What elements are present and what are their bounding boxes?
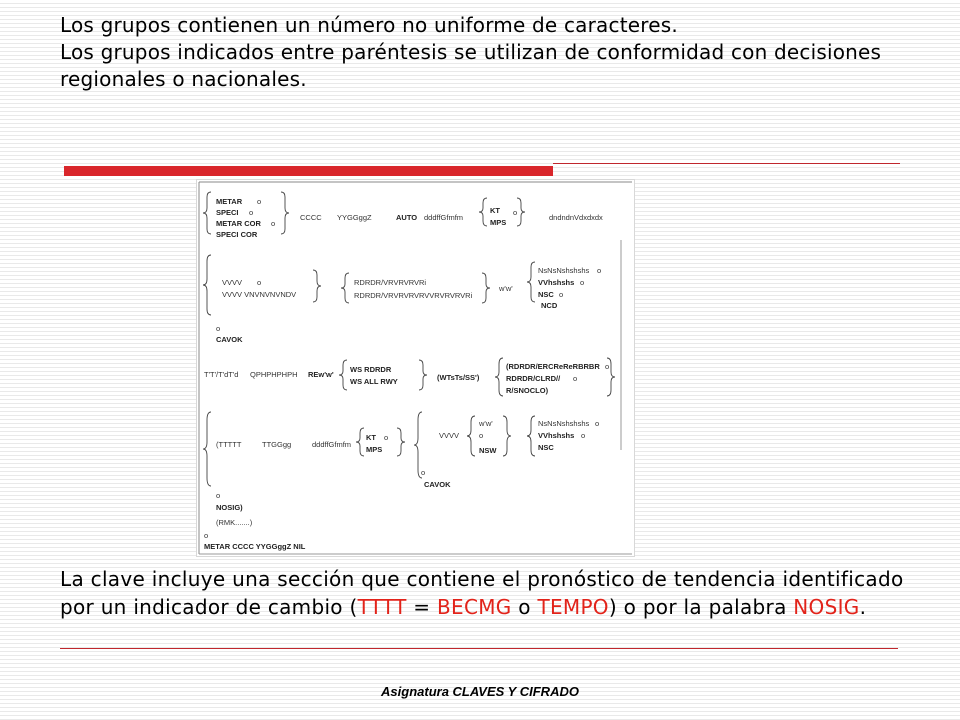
- divider-line-bottom: [60, 648, 898, 649]
- r2-circle: o: [580, 278, 585, 287]
- brace-r1-right: [281, 192, 289, 234]
- equals-text: =: [406, 594, 437, 619]
- brace-r4-ww-right: [503, 416, 511, 456]
- r2-rvr-1: RDRDR/VRVRVRVRi: [354, 278, 427, 287]
- r4-vvvv: VVVV: [439, 431, 460, 440]
- bottom-text-2: ) o por la palabra: [608, 594, 794, 619]
- r6-circle: o: [204, 531, 209, 540]
- brace-r4-ww-left: [467, 416, 475, 456]
- tempo-term: TEMPO: [537, 594, 609, 619]
- r2-rvr-2: RDRDR/VRVRVRVRVVRVRVRVRi: [354, 291, 473, 300]
- r4-circle: o: [581, 431, 586, 440]
- r1-direction: dndndnVdxdxdx: [549, 213, 603, 222]
- brace-r2-rvr-right: [482, 273, 490, 303]
- r4-circle: o: [384, 433, 389, 442]
- r1-circle: o: [257, 197, 262, 206]
- intro-line-1: Los grupos contienen un número no uniforme de caracteres.: [60, 13, 678, 37]
- r1-mps: MPS: [490, 218, 507, 227]
- r1-speci: SPECI: [216, 208, 239, 217]
- r1-metar-cor: METAR COR: [216, 219, 261, 228]
- or-text: o: [511, 594, 538, 619]
- r2-cloud-2: VVhshshs: [538, 278, 575, 287]
- brace-r1-kt-left: [479, 198, 487, 226]
- r3-circle: o: [605, 362, 610, 371]
- bottom-text-3: .: [859, 594, 867, 619]
- red-accent-bar: [64, 166, 553, 176]
- brace-r3-runway-left: [495, 358, 503, 396]
- nosig-term: NOSIG: [793, 594, 860, 619]
- r2-cavok: CAVOK: [216, 335, 243, 344]
- brace-r2-left: [203, 255, 211, 315]
- r5-nosig: NOSIG): [216, 503, 243, 512]
- r3-circle: o: [573, 374, 578, 383]
- r4-mps: MPS: [366, 445, 383, 454]
- r1-circle: o: [249, 208, 254, 217]
- r3-runway-3: R/SNOCLO): [506, 386, 549, 395]
- brace-r1-left: [203, 192, 211, 234]
- r2-weather: w'w': [499, 284, 513, 293]
- r3-temperature: T'T'/T'dT'd: [204, 370, 239, 379]
- r3-sea: (WTsTs/SS'): [437, 373, 480, 382]
- r1-wind: dddffGfmfm: [424, 213, 464, 222]
- r1-kt: KT: [490, 206, 500, 215]
- r2-circle: o: [216, 324, 221, 333]
- r1-cccc: CCCC: [300, 213, 322, 222]
- r2-vvvv-directional: VVVV VNVNVNVNDV: [222, 290, 297, 299]
- r4-kt: KT: [366, 433, 376, 442]
- r4-nsw: NSW: [479, 446, 497, 455]
- r3-runway-2: RDRDR/CLRD//: [506, 374, 561, 383]
- r4-ttgg: TTGGgg: [262, 440, 292, 449]
- brace-r4-kt-right: [397, 428, 405, 456]
- brace-r4-cloud-left: [527, 416, 535, 456]
- bottom-paragraph: [60, 566, 910, 621]
- r4-circle: o: [595, 419, 600, 428]
- code-form-image: [196, 179, 635, 557]
- r3-pressure: QPHPHPHPH: [250, 370, 298, 379]
- intro-line-2: Los grupos indicados entre paréntesis se utilizan de conformidad con decisiones regionales o nacionales.: [60, 40, 882, 91]
- r4-wind: dddffGfmfm: [312, 440, 352, 449]
- divider-line-top: [553, 163, 900, 164]
- brace-r2-rvr-left: [341, 273, 349, 303]
- brace-r1-kt-right: [517, 198, 525, 226]
- r3-wind-shear-2: WS ALL RWY: [350, 377, 398, 386]
- r1-circle: o: [513, 208, 518, 217]
- r1-auto: AUTO: [396, 213, 418, 222]
- r2-circle: o: [597, 266, 602, 275]
- r3-wind-shear-1: WS RDRDR: [350, 365, 392, 374]
- r1-circle: o: [271, 219, 276, 228]
- brace-r2-cloud-left: [527, 262, 535, 302]
- brace-r4-kt-left: [356, 428, 364, 456]
- r1-speci-cor: SPECI COR: [216, 230, 258, 239]
- r4-nsc: NSC: [538, 443, 554, 452]
- r4-cavok: CAVOK: [424, 480, 451, 489]
- r2-circle: o: [559, 290, 564, 299]
- r4-cloud-1: NsNsNshshshs: [538, 419, 590, 428]
- brace-r3-ws-left: [339, 360, 347, 390]
- r3-runway-1: (RDRDR/ERCReReRBRBR: [506, 362, 600, 371]
- r2-ncd: NCD: [541, 301, 558, 310]
- footer-course-title: Asignatura CLAVES Y CIFRADO: [381, 684, 579, 699]
- r2-circle: o: [257, 278, 262, 287]
- intro-text: [60, 12, 910, 93]
- r5-rmk: (RMK.......): [216, 518, 253, 527]
- r2-vvvv: VVVV: [222, 278, 243, 287]
- becmg-term: BECMG: [437, 594, 512, 619]
- bottom-text-1: La clave incluye una sección que contiene el pronóstico de tendencia identificado por un indicador de cambio (: [60, 567, 904, 619]
- r1-metar: METAR: [216, 197, 243, 206]
- r3-recent-weather: REw'w': [308, 370, 334, 379]
- r4-weather: w'w': [479, 419, 493, 428]
- tttt-term: TTTT: [357, 594, 407, 619]
- code-form-figure: [197, 180, 634, 556]
- r6-metar-nil: METAR CCCC YYGGggZ NIL: [204, 542, 306, 551]
- r4-cloud-2: VVhshshs: [538, 431, 575, 440]
- r4-circle: o: [479, 431, 484, 440]
- r2-cloud-1: NsNsNshshshs: [538, 266, 590, 275]
- r2-nsc: NSC: [538, 290, 554, 299]
- r4-circle: o: [421, 468, 426, 477]
- r5-circle: o: [216, 491, 221, 500]
- brace-r2-vis-right: [313, 270, 321, 302]
- brace-r4-left: [203, 412, 211, 486]
- r1-time: YYGGggZ: [337, 213, 372, 222]
- brace-r3-ws-right: [419, 360, 427, 390]
- r4-tttt: (TTTTT: [216, 440, 242, 449]
